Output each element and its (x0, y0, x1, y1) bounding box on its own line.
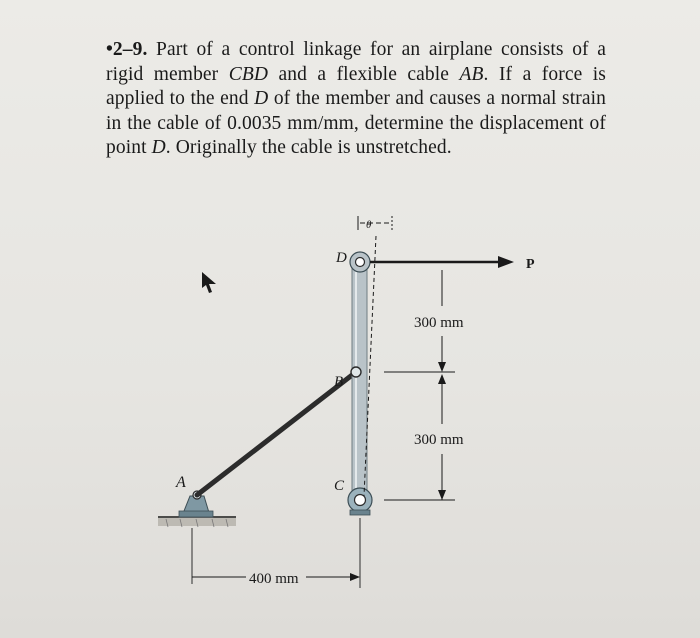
problem-text-3: . If a force is applied to the end (106, 63, 606, 109)
dim-upper-300: 300 mm (414, 315, 464, 331)
dim-400: 400 mm (249, 571, 299, 587)
rigid-member-cbd (352, 262, 367, 500)
point-d-ref: D (254, 88, 269, 109)
point-d-ref-2: D (151, 137, 166, 158)
member-name: CBD (228, 63, 269, 85)
dim-lower-300: 300 mm (414, 432, 464, 448)
pin-b (351, 367, 361, 377)
ground-support (158, 517, 236, 527)
cable-name: AB (459, 63, 484, 85)
label-p: P (526, 257, 535, 272)
label-c: C (334, 478, 345, 494)
cable-ab (197, 372, 356, 495)
pin-d (350, 252, 370, 272)
label-b: B (334, 374, 344, 390)
cursor-icon (202, 272, 216, 293)
force-p-arrow (370, 256, 514, 268)
label-d: D (336, 250, 347, 266)
problem-text-1: Part of a control linkage for an airplane consists of a rigid member (106, 39, 606, 85)
vertical-dimension (384, 270, 455, 500)
theta-indicator (358, 216, 392, 230)
problem-number: •2–9. (106, 39, 148, 60)
problem-text-5: . Originally the cable is unstretched. (165, 137, 452, 158)
problem-text-4: of the member and causes a normal strain in the cable of 0.0035 mm/mm, determine the displacement of point (106, 88, 606, 158)
label-theta: θ (366, 219, 372, 231)
pin-c (348, 488, 372, 515)
problem-text-2: and a flexible cable (268, 63, 460, 85)
label-a: A (176, 474, 186, 491)
